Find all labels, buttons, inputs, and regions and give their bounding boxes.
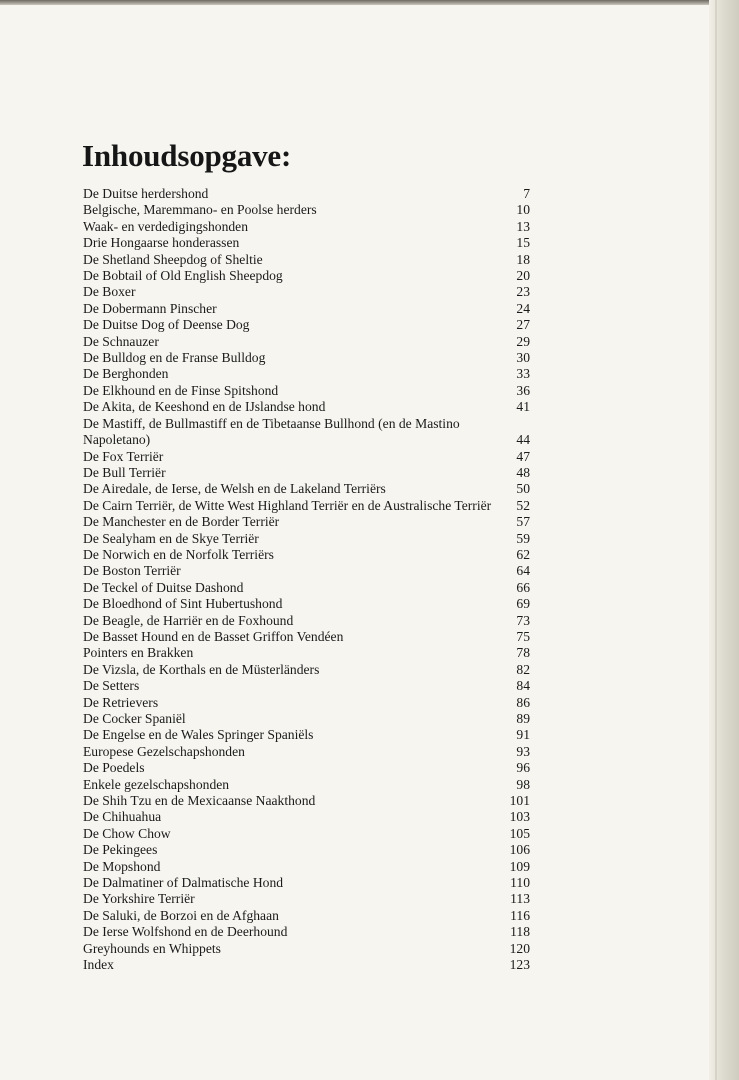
toc-entry-page-number: 78 — [516, 645, 530, 661]
toc-entry — [83, 449, 530, 465]
toc-entry-page-number: 20 — [516, 268, 530, 284]
toc-entry — [83, 580, 530, 596]
toc-entry-title: Waak- en verdedigingshonden — [83, 218, 248, 234]
toc-entry-title: De Retrievers — [83, 694, 159, 710]
toc-entry — [83, 301, 530, 317]
toc-entry — [83, 465, 530, 481]
toc-entry-title: De Bulldog en de Franse Bulldog — [83, 350, 266, 366]
toc-entry-title: De Norwich en de Norfolk Terriërs — [83, 546, 274, 562]
toc-entry-page-number: 27 — [516, 317, 530, 333]
toc-entry — [83, 268, 530, 284]
toc-entry — [83, 793, 530, 809]
toc-entry-page-number: 69 — [516, 596, 530, 612]
toc-entry-title: De Duitse Dog of Deense Dog — [83, 317, 250, 333]
toc-entry-page-number: 105 — [509, 825, 530, 841]
toc-entry-title: De Boston Terriër — [83, 563, 181, 579]
toc-entry-title: De Cocker Spaniël — [83, 711, 186, 726]
toc-entry-page-number: 29 — [516, 333, 530, 349]
page-right-edge — [709, 0, 739, 1080]
toc-entry-page-number: 7 — [523, 186, 530, 201]
toc-entry-title: De Basset Hound en de Basset Griffon Vendéen — [83, 628, 344, 644]
toc-entry-page-number: 23 — [516, 284, 530, 300]
toc-entry — [83, 416, 530, 449]
toc-entry — [83, 383, 530, 399]
toc-entry-title: De Bull Terriër — [83, 464, 166, 480]
toc-entry-title: De Mopshond — [83, 858, 161, 874]
toc-entry-page-number: 47 — [516, 448, 530, 464]
toc-entry — [83, 350, 530, 366]
toc-entry-title: De Setters — [83, 678, 140, 694]
toc-entry-title: De Dobermann Pinscher — [83, 300, 217, 316]
toc-entry — [83, 957, 530, 973]
toc-entry-title: De Berghonden — [83, 366, 169, 382]
toc-entry-title: De Chihuahua — [83, 809, 162, 825]
toc-entry — [83, 842, 530, 858]
toc-entry — [83, 777, 530, 793]
toc-entry — [83, 727, 530, 743]
toc-entry-title: De Pekingees — [83, 842, 158, 858]
toc-entry — [83, 711, 530, 727]
toc-entry-title: De Mastiff, de Bullmastiff en de Tibetaanse Bullhond (en de Mastino Napoletano) — [83, 415, 460, 448]
toc-entry-page-number: 44 — [516, 432, 530, 448]
toc-entry — [83, 284, 530, 300]
toc-entry — [83, 596, 530, 612]
toc-entry — [83, 531, 530, 547]
toc-entry — [83, 317, 530, 333]
toc-entry — [83, 186, 530, 202]
toc-entry-page-number: 75 — [516, 628, 530, 644]
toc-entry-page-number: 101 — [509, 793, 530, 809]
toc-entry — [83, 809, 530, 825]
page-fold-line — [715, 0, 717, 1080]
toc-entry-title: Index — [83, 957, 114, 973]
toc-entry-page-number: 106 — [509, 842, 530, 858]
toc-entry-page-number: 98 — [516, 776, 530, 792]
toc-entry-title: De Fox Terriër — [83, 448, 164, 464]
toc-entry-title: De Vizsla, de Korthals en de Müsterländers — [83, 661, 320, 677]
toc-entry-page-number: 59 — [516, 530, 530, 546]
toc-entry — [83, 891, 530, 907]
toc-entry-title: De Poedels — [83, 760, 145, 776]
toc-entry-page-number: 96 — [516, 760, 530, 776]
toc-entry-page-number: 73 — [516, 612, 530, 628]
page-title: Inhoudsopgave: — [82, 138, 292, 173]
toc-entry — [83, 498, 530, 514]
toc-entry — [83, 941, 530, 957]
toc-entry-title: De Bobtail of Old English Sheepdog — [83, 268, 283, 284]
toc-entry-page-number: 118 — [510, 924, 530, 940]
toc-entry-title: De Beagle, de Harriër en de Foxhound — [83, 612, 294, 628]
toc-entry-page-number: 86 — [516, 694, 530, 710]
toc-entry-page-number: 30 — [516, 350, 530, 366]
toc-entry-page-number: 123 — [509, 957, 530, 973]
toc-entry-page-number: 52 — [516, 497, 530, 513]
toc-entry-page-number: 50 — [516, 481, 530, 497]
toc-entry-page-number: 64 — [516, 563, 530, 579]
toc-entry-page-number: 48 — [516, 464, 530, 480]
toc-entry-page-number: 24 — [516, 300, 530, 316]
toc-entry — [83, 908, 530, 924]
toc-entry-title: De Duitse herdershond — [83, 186, 209, 201]
toc-entry-page-number: 36 — [516, 382, 530, 398]
toc-entry — [83, 662, 530, 678]
toc-entry-title: De Manchester en de Border Terriër — [83, 514, 280, 530]
toc-entry-page-number: 15 — [516, 235, 530, 251]
toc-entry — [83, 547, 530, 563]
toc-entry — [83, 678, 530, 694]
toc-entry — [83, 219, 530, 235]
toc-entry — [83, 514, 530, 530]
toc-entry-title: De Boxer — [83, 284, 136, 300]
toc-entry-page-number: 82 — [516, 661, 530, 677]
toc-entry-title: De Airedale, de Ierse, de Welsh en de Lakeland Terriërs — [83, 481, 386, 497]
toc-entry — [83, 399, 530, 415]
toc-entry-page-number: 109 — [509, 858, 530, 874]
toc-entry-title: De Shetland Sheepdog of Sheltie — [83, 251, 263, 267]
toc-entry-page-number: 62 — [516, 546, 530, 562]
table-of-contents — [83, 186, 530, 974]
toc-entry-page-number: 120 — [509, 940, 530, 956]
toc-entry-page-number: 84 — [516, 678, 530, 694]
toc-entry-title: Greyhounds en Whippets — [83, 940, 221, 956]
toc-entry-title: Drie Hongaarse honderassen — [83, 235, 240, 251]
toc-entry-page-number: 18 — [516, 251, 530, 267]
toc-entry — [83, 481, 530, 497]
toc-entry — [83, 334, 530, 350]
toc-entry-page-number: 13 — [516, 218, 530, 234]
toc-entry — [83, 875, 530, 891]
toc-entry-title: De Shih Tzu en de Mexicaanse Naakthond — [83, 793, 316, 809]
toc-entry-page-number: 33 — [516, 366, 530, 382]
toc-entry — [83, 695, 530, 711]
toc-entry — [83, 826, 530, 842]
toc-entry — [83, 924, 530, 940]
toc-entry-page-number: 57 — [516, 514, 530, 530]
toc-entry-title: Pointers en Brakken — [83, 645, 194, 661]
toc-entry — [83, 760, 530, 776]
toc-entry-page-number: 41 — [516, 399, 530, 415]
toc-entry-page-number: 91 — [516, 727, 530, 743]
toc-entry — [83, 859, 530, 875]
toc-entry-title: De Elkhound en de Finse Spitshond — [83, 382, 279, 398]
toc-entry-title: De Dalmatiner of Dalmatische Hond — [83, 875, 284, 891]
toc-entry-title: De Ierse Wolfshond en de Deerhound — [83, 924, 288, 940]
toc-entry — [83, 235, 530, 251]
toc-entry — [83, 366, 530, 382]
toc-entry-title: De Engelse en de Wales Springer Spaniëls — [83, 727, 314, 743]
toc-entry-page-number: 103 — [509, 809, 530, 825]
page-top-edge — [0, 0, 739, 5]
toc-entry — [83, 645, 530, 661]
toc-entry-title: De Saluki, de Borzoi en de Afghaan — [83, 907, 279, 923]
toc-entry — [83, 744, 530, 760]
toc-entry-page-number: 10 — [516, 202, 530, 218]
toc-entry-title: De Cairn Terriër, de Witte West Highland Terriër en de Australische Terriër — [83, 497, 492, 513]
toc-entry-page-number: 116 — [510, 907, 530, 923]
toc-entry — [83, 563, 530, 579]
toc-entry-page-number: 66 — [516, 579, 530, 595]
toc-entry-title: De Teckel of Duitse Dashond — [83, 579, 244, 595]
toc-entry-title: Belgische, Maremmano- en Poolse herders — [83, 202, 317, 218]
toc-entry-title: De Bloedhond of Sint Hubertushond — [83, 596, 283, 612]
toc-entry-title: De Yorkshire Terriër — [83, 891, 195, 907]
toc-entry-title: De Akita, de Keeshond en de IJslandse hond — [83, 399, 326, 415]
toc-entry — [83, 202, 530, 218]
toc-entry-page-number: 89 — [516, 711, 530, 726]
toc-entry-title: Enkele gezelschapshonden — [83, 776, 230, 792]
toc-entry-page-number: 110 — [510, 875, 530, 891]
toc-entry-page-number: 93 — [516, 743, 530, 759]
toc-entry-title: De Chow Chow — [83, 825, 171, 841]
toc-entry-title: De Schnauzer — [83, 333, 159, 349]
toc-entry — [83, 629, 530, 645]
toc-entry-title: Europese Gezelschapshonden — [83, 743, 245, 759]
toc-entry-title: De Sealyham en de Skye Terriër — [83, 530, 259, 546]
toc-entry — [83, 613, 530, 629]
toc-entry — [83, 252, 530, 268]
toc-entry-page-number: 113 — [510, 891, 530, 907]
